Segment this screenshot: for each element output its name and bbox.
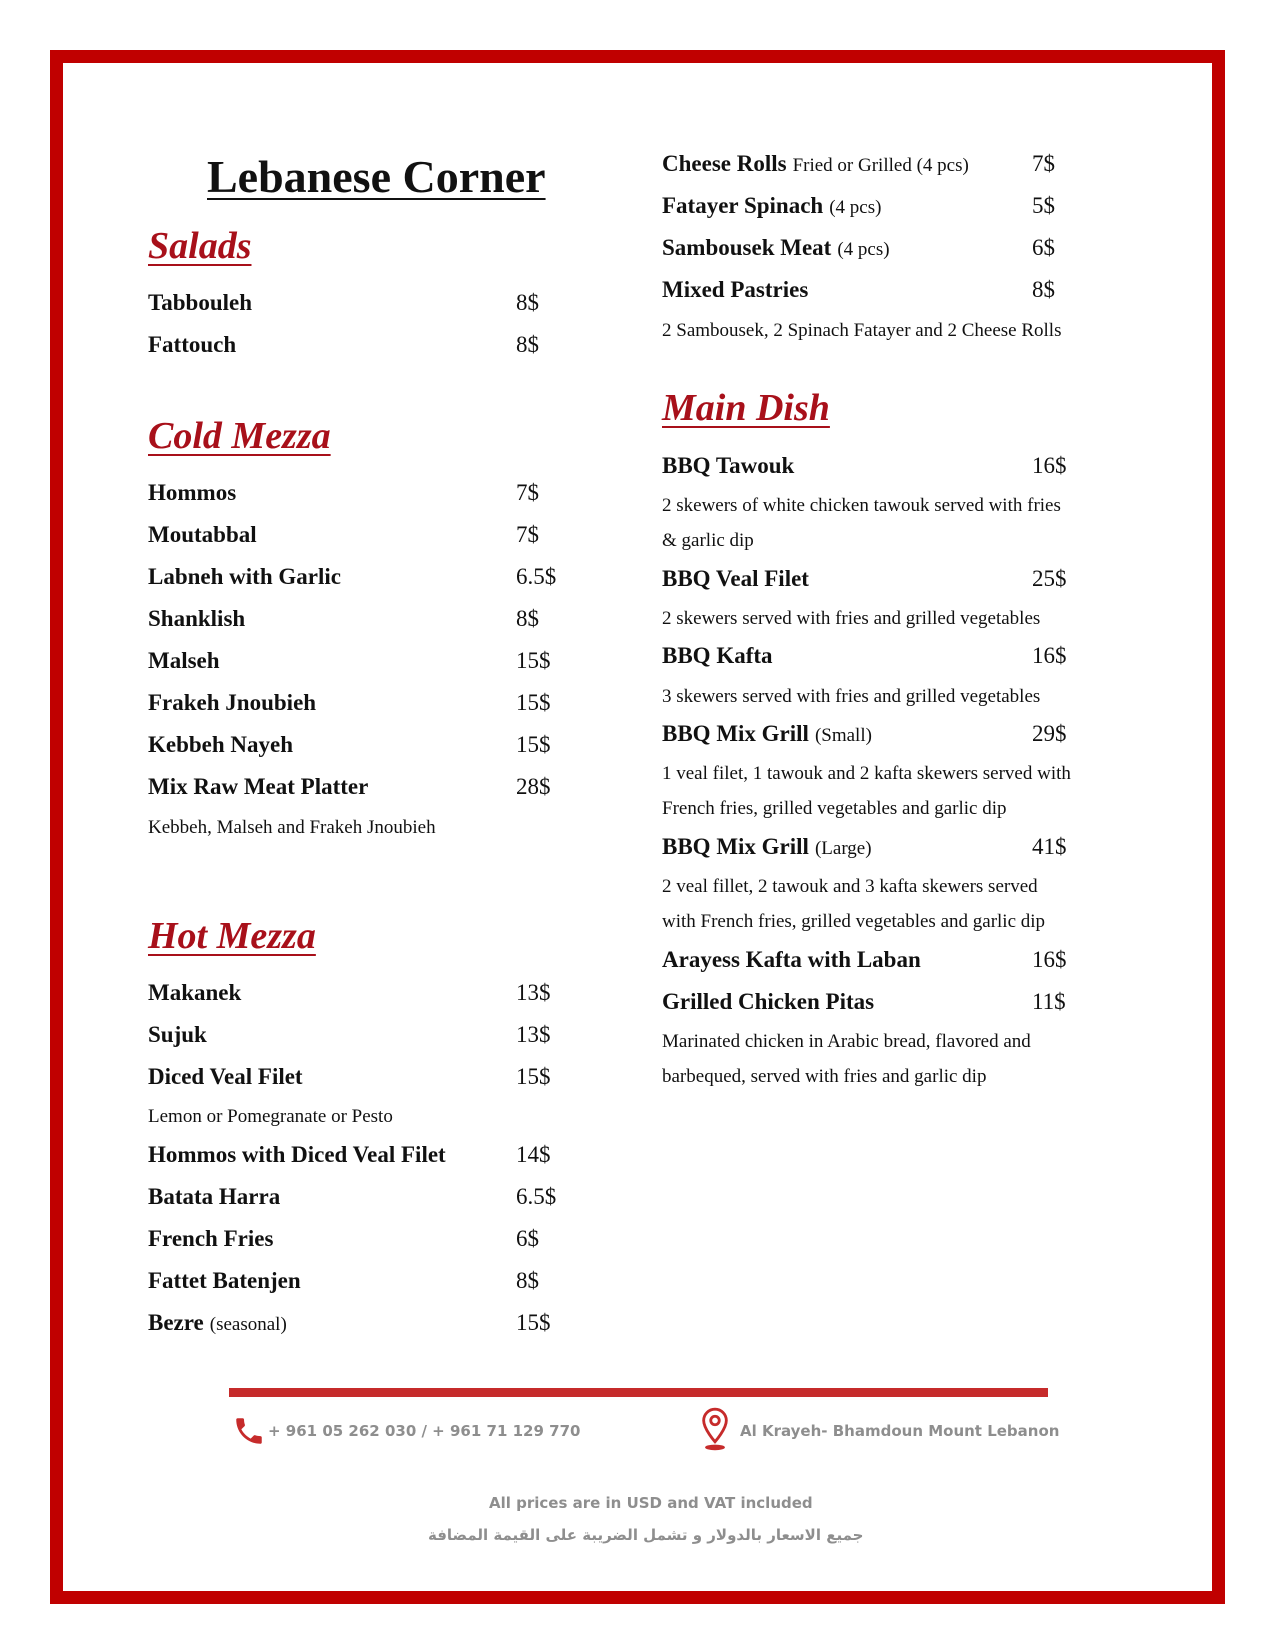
item-note: (4 pcs) — [829, 197, 882, 218]
item-price: 15$ — [516, 690, 551, 715]
item-name: Grilled Chicken Pitas — [662, 989, 875, 1014]
footer-divider — [229, 1388, 1048, 1397]
menu-item — [662, 643, 773, 669]
menu-item — [662, 989, 874, 1015]
section-title-hot-mezza: Hot Mezza — [148, 915, 316, 957]
item-name: BBQ Mix Grill — [662, 721, 809, 746]
menu-item — [662, 566, 809, 592]
item-price: 8$ — [516, 332, 539, 357]
item-name: Diced Veal Filet — [148, 1064, 303, 1089]
item-price: 6.5$ — [516, 1184, 557, 1209]
item-name: Moutabbal — [148, 522, 257, 547]
menu-item — [148, 522, 257, 548]
item-description: Lemon or Pomegranate or Pesto — [148, 1106, 393, 1127]
phone-numbers: + 961 05 262 030 / + 961 71 129 770 — [268, 1422, 581, 1440]
item-price: 8$ — [1032, 277, 1055, 302]
menu-item — [148, 606, 245, 632]
menu-item — [148, 1310, 287, 1336]
item-name: Hommos with Diced Veal Filet — [148, 1142, 446, 1167]
item-price: 25$ — [1032, 566, 1067, 591]
menu-item — [148, 1022, 207, 1048]
menu-item — [148, 690, 316, 716]
item-description: 2 skewers served with fries and grilled vegetables — [662, 608, 1041, 629]
prices-note-english: All prices are in USD and VAT included — [489, 1494, 813, 1512]
menu-item — [148, 774, 368, 800]
item-price: 41$ — [1032, 834, 1067, 859]
item-name: Kebbeh Nayeh — [148, 732, 294, 757]
menu-item — [148, 1226, 273, 1252]
item-price: 6.5$ — [516, 564, 557, 589]
item-name: Batata Harra — [148, 1184, 281, 1209]
menu-title: Lebanese Corner — [207, 151, 546, 202]
menu-item — [662, 834, 872, 860]
menu-item — [148, 1268, 301, 1294]
menu-item — [662, 235, 890, 261]
menu-item — [148, 332, 236, 358]
item-price: 5$ — [1032, 193, 1055, 218]
item-price: 7$ — [516, 522, 539, 547]
item-name: Mixed Pastries — [662, 277, 809, 302]
item-note: (seasonal) — [209, 1314, 287, 1335]
item-price: 8$ — [516, 1268, 539, 1293]
item-description: Kebbeh, Malseh and Frakeh Jnoubieh — [148, 817, 436, 838]
prices-note-arabic: جميع الاسعار بالدولار و تشمل الضريبة على القيمة المضافة — [428, 1526, 864, 1544]
item-description: barbequed, served with fries and garlic dip — [662, 1066, 987, 1087]
item-price: 14$ — [516, 1142, 551, 1167]
item-name: BBQ Veal Filet — [662, 566, 809, 591]
menu-item — [148, 980, 241, 1006]
item-description: 2 veal fillet, 2 tawouk and 3 kafta skewers served — [662, 876, 1038, 897]
item-name: Shanklish — [148, 606, 246, 631]
item-price: 16$ — [1032, 453, 1067, 478]
item-name: BBQ Mix Grill — [662, 834, 809, 859]
item-description: with French fries, grilled vegetables and garlic dip — [662, 911, 1046, 932]
item-description: 3 skewers served with fries and grilled vegetables — [662, 686, 1041, 707]
item-name: Sambousek Meat — [662, 235, 832, 260]
item-name: Labneh with Garlic — [148, 564, 341, 589]
menu-item — [148, 732, 293, 758]
menu-item — [148, 1064, 303, 1090]
item-description: 2 skewers of white chicken tawouk served with fries — [662, 495, 1061, 516]
item-name: Malseh — [148, 648, 220, 673]
location-pin-icon — [698, 1406, 732, 1452]
section-title-main-dish: Main Dish — [662, 387, 830, 429]
item-name: Cheese Rolls — [662, 151, 787, 176]
item-name: Frakeh Jnoubieh — [148, 690, 317, 715]
menu-item — [662, 947, 921, 973]
item-price: 15$ — [516, 1310, 551, 1335]
item-price: 13$ — [516, 980, 551, 1005]
item-price: 8$ — [516, 606, 539, 631]
menu-item — [148, 290, 252, 316]
item-name: Tabbouleh — [148, 290, 252, 315]
item-price: 16$ — [1032, 947, 1067, 972]
menu-item — [662, 151, 969, 177]
phone-icon — [232, 1414, 266, 1448]
item-note: (4 pcs) — [837, 239, 890, 260]
section-title-salads: Salads — [148, 225, 252, 267]
item-price: 11$ — [1032, 989, 1066, 1014]
menu-item — [148, 480, 236, 506]
menu-item — [148, 648, 220, 674]
item-price: 6$ — [1032, 235, 1055, 260]
item-name: Bezre — [148, 1310, 204, 1335]
item-name: Makanek — [148, 980, 242, 1005]
item-price: 7$ — [516, 480, 539, 505]
item-description: 2 Sambousek, 2 Spinach Fatayer and 2 Cheese Rolls — [662, 320, 1062, 341]
item-note: (Small) — [814, 725, 872, 746]
menu-item — [662, 193, 881, 219]
item-price: 7$ — [1032, 151, 1055, 176]
address: Al Krayeh- Bhamdoun Mount Lebanon — [740, 1422, 1060, 1440]
menu-item — [148, 564, 341, 590]
item-name: BBQ Kafta — [662, 643, 773, 668]
item-price: 16$ — [1032, 643, 1067, 668]
item-price: 28$ — [516, 774, 551, 799]
item-name: Sujuk — [148, 1022, 207, 1047]
item-name: French Fries — [148, 1226, 274, 1251]
item-name: Mix Raw Meat Platter — [148, 774, 369, 799]
item-name: BBQ Tawouk — [662, 453, 795, 478]
item-price: 15$ — [516, 1064, 551, 1089]
item-note: Fried or Grilled (4 pcs) — [792, 155, 969, 176]
item-description: 1 veal filet, 1 tawouk and 2 kafta skewers served with — [662, 763, 1071, 784]
item-price: 15$ — [516, 648, 551, 673]
item-description: & garlic dip — [662, 530, 754, 551]
menu-item — [662, 721, 872, 747]
item-name: Hommos — [148, 480, 237, 505]
menu-item — [662, 277, 808, 303]
item-name: Fattet Batenjen — [148, 1268, 301, 1293]
item-price: 29$ — [1032, 721, 1067, 746]
item-price: 6$ — [516, 1226, 539, 1251]
item-price: 8$ — [516, 290, 539, 315]
menu-item — [662, 453, 794, 479]
menu-item — [148, 1142, 446, 1168]
item-price: 13$ — [516, 1022, 551, 1047]
item-price: 15$ — [516, 732, 551, 757]
item-description: Marinated chicken in Arabic bread, flavored and — [662, 1031, 1031, 1052]
item-name: Arayess Kafta with Laban — [662, 947, 921, 972]
item-description: French fries, grilled vegetables and garlic dip — [662, 798, 1007, 819]
item-name: Fattouch — [148, 332, 237, 357]
section-title-cold-mezza: Cold Mezza — [148, 415, 331, 457]
item-name: Fatayer Spinach — [662, 193, 824, 218]
menu-item — [148, 1184, 280, 1210]
item-note: (Large) — [814, 838, 872, 859]
